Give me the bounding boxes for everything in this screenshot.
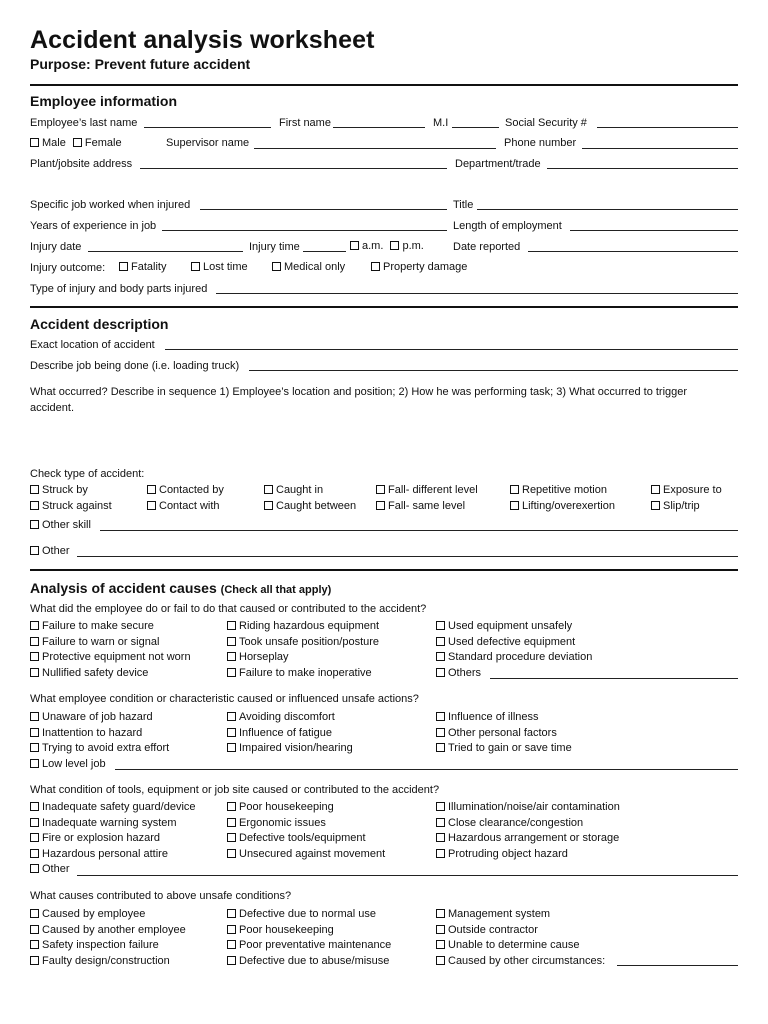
phone-label: Phone number (504, 137, 577, 149)
first-name-label: First name (279, 117, 331, 129)
am-checkbox[interactable] (350, 241, 359, 250)
checkbox[interactable] (436, 712, 445, 721)
accident-type-option[interactable] (510, 499, 615, 515)
checkbox[interactable] (227, 802, 236, 811)
plant-field[interactable] (140, 168, 447, 169)
checkbox[interactable] (30, 909, 39, 918)
checkbox[interactable] (436, 956, 445, 965)
checkbox[interactable] (227, 956, 236, 965)
years-label: Years of experience in job (30, 220, 157, 232)
cause-option[interactable] (436, 816, 620, 832)
option-label: Failure to warn or signal (42, 635, 160, 648)
cause-option[interactable] (30, 635, 191, 651)
length-field[interactable] (570, 230, 738, 231)
checkbox[interactable] (227, 925, 236, 934)
cause-option[interactable] (227, 938, 391, 954)
checkbox[interactable] (227, 818, 236, 827)
accident-type-option[interactable] (264, 483, 356, 499)
fatality-label: Fatality (131, 261, 167, 273)
specific-job-field[interactable] (200, 209, 447, 210)
gender-group (30, 137, 122, 149)
option-label: Used defective equipment (448, 635, 576, 648)
what-occurred-label-cont: accident. (30, 402, 75, 414)
male-checkbox[interactable] (30, 138, 39, 147)
outcome-fatality (119, 261, 166, 273)
checkbox[interactable] (30, 925, 39, 934)
accident-type-option[interactable] (30, 499, 112, 515)
cause-option[interactable] (227, 666, 379, 682)
checkbox[interactable] (436, 743, 445, 752)
other-skill-label: Other skill (42, 519, 91, 531)
cause-option[interactable] (227, 816, 385, 832)
checkbox[interactable] (227, 940, 236, 949)
injury-date-field[interactable] (88, 251, 243, 252)
female-checkbox[interactable] (73, 138, 82, 147)
cause-option[interactable] (227, 800, 385, 816)
cause-option[interactable] (436, 907, 605, 923)
checkbox[interactable] (30, 668, 39, 677)
option-label: Defective due to abuse/misuse (239, 954, 390, 967)
accident-type-col-1 (30, 483, 112, 514)
injury-type-field[interactable] (216, 293, 738, 294)
other-type-option (30, 545, 70, 557)
checkbox[interactable] (436, 728, 445, 737)
option-label: Took unsafe position/posture (239, 635, 380, 648)
accident-type-col-4 (376, 483, 478, 514)
option-label: Management system (448, 908, 551, 920)
option-label: Contact with (159, 499, 220, 512)
checkbox[interactable] (376, 485, 385, 494)
section-analysis-heading (30, 580, 331, 596)
checkbox[interactable] (30, 728, 39, 737)
option-label: Failure to make secure (42, 620, 154, 632)
option-label: Inadequate warning system (42, 816, 177, 829)
question-2: What employee condition or characteristic caused or influenced unsafe actions? (30, 693, 419, 705)
accident-type-option[interactable] (651, 483, 722, 499)
other-skill-checkbox[interactable] (30, 520, 39, 529)
option-label: Caught between (276, 499, 357, 512)
cause-option[interactable] (227, 741, 353, 757)
cause-option[interactable] (436, 726, 572, 742)
accident-type-option[interactable] (30, 483, 112, 499)
job-done-field[interactable] (249, 370, 738, 371)
cause-option[interactable] (30, 666, 191, 682)
checkbox[interactable] (436, 802, 445, 811)
option-label: Lifting/overexertion (522, 499, 615, 512)
option-label: Illumination/noise/air contamination (448, 801, 620, 813)
option-label: Fall- different level (388, 484, 478, 496)
option-label: Hazardous personal attire (42, 847, 168, 860)
option-label: Outside contractor (448, 923, 538, 936)
checkbox[interactable] (227, 712, 236, 721)
option-label: Others (448, 666, 482, 679)
cause-option[interactable] (30, 619, 191, 635)
option-label: Caused by employee (42, 908, 146, 920)
last-name-label: Employee’s last name (30, 117, 138, 129)
q3-other-field[interactable] (77, 875, 738, 876)
cause-option[interactable] (30, 816, 196, 832)
checkbox[interactable] (147, 485, 156, 494)
option-label: Caused by other circumstances: (448, 954, 606, 967)
option-label: Struck against (42, 499, 112, 512)
location-label: Exact location of accident (30, 339, 155, 351)
q3-col-3 (436, 800, 620, 862)
cause-option[interactable] (436, 741, 572, 757)
checkbox[interactable] (436, 849, 445, 858)
option-label: Safety inspection failure (42, 939, 159, 951)
option-label: Horseplay (239, 651, 289, 663)
lost-time-checkbox[interactable] (191, 262, 200, 271)
title-field[interactable] (477, 209, 738, 210)
option-label: Unsecured against movement (239, 847, 386, 860)
checkbox[interactable] (436, 637, 445, 646)
analysis-heading-text: Analysis of accident causes (30, 580, 217, 596)
lost-time-label: Lost time (203, 261, 248, 273)
option-label: Protective equipment not worn (42, 651, 191, 663)
q4-other-circumstances-field[interactable] (617, 965, 738, 966)
property-damage-label: Property damage (383, 261, 468, 273)
injury-time-field[interactable] (303, 251, 346, 252)
checkbox[interactable] (227, 728, 236, 737)
cause-option[interactable] (30, 847, 196, 863)
checkbox[interactable] (227, 833, 236, 842)
checkbox[interactable] (30, 956, 39, 965)
accident-type-col-5 (510, 483, 615, 514)
cause-option[interactable] (30, 923, 186, 939)
option-label: Struck by (42, 484, 88, 496)
checkbox[interactable] (30, 652, 39, 661)
checkbox[interactable] (227, 668, 236, 677)
what-occurred-label: What occurred? Describe in sequence 1) Employee’s location and position; 2) How he was performing task; 3) What occurred to trigger (30, 386, 688, 398)
other-type-label: Other (42, 545, 70, 557)
option-label: Poor preventative maintenance (239, 939, 392, 951)
cause-option[interactable] (30, 726, 169, 742)
title-label: Title (453, 199, 474, 211)
cause-option[interactable] (30, 907, 186, 923)
supervisor-label: Supervisor name (166, 137, 250, 149)
specific-job-label: Specific job worked when injured (30, 199, 191, 211)
question-4: What causes contributed to above unsafe conditions? (30, 890, 292, 902)
checkbox[interactable] (30, 712, 39, 721)
cause-option[interactable] (227, 954, 391, 970)
cause-option[interactable] (436, 938, 605, 954)
checkbox[interactable] (436, 925, 445, 934)
option-label: Protruding object hazard (448, 847, 568, 860)
option-label: Exposure to (663, 484, 722, 496)
q3-col-1 (30, 800, 196, 878)
other-skill-option (30, 519, 91, 531)
q2-col-2 (227, 710, 353, 757)
option-label: Tried to gain or save time (448, 742, 572, 754)
q1-col-1 (30, 619, 191, 681)
pm-label: p.m. (402, 240, 424, 252)
checkbox[interactable] (227, 743, 236, 752)
ssn-label: Social Security # (505, 117, 587, 129)
checkbox[interactable] (264, 485, 273, 494)
option-label: Influence of fatigue (239, 726, 332, 739)
accident-type-col-6 (651, 483, 722, 514)
checkbox[interactable] (30, 849, 39, 858)
q1-others-field[interactable] (490, 678, 738, 679)
accident-type-option[interactable] (376, 483, 478, 499)
section-divider (30, 84, 738, 86)
page-title: Accident analysis worksheet (30, 26, 375, 54)
option-label: Ergonomic issues (239, 816, 326, 829)
page-subtitle: Purpose: Prevent future accident (30, 56, 251, 72)
option-label: Repetitive motion (522, 484, 607, 496)
option-label: Other (42, 863, 70, 875)
cause-option[interactable] (436, 619, 592, 635)
cause-option[interactable] (436, 923, 605, 939)
checkbox[interactable] (227, 849, 236, 858)
injury-date-label: Injury date (30, 241, 82, 253)
cause-option[interactable] (227, 923, 391, 939)
outcome-medical (272, 261, 345, 273)
checkbox[interactable] (227, 652, 236, 661)
option-label: Defective due to normal use (239, 908, 376, 920)
other-type-field[interactable] (77, 556, 738, 557)
q3-col-2 (227, 800, 385, 862)
outcome-property (371, 261, 467, 273)
q2-col-1 (30, 710, 169, 772)
checkbox[interactable] (436, 940, 445, 949)
fatality-checkbox[interactable] (119, 262, 128, 271)
checkbox[interactable] (227, 909, 236, 918)
date-reported-field[interactable] (528, 251, 738, 252)
cause-option[interactable] (227, 831, 385, 847)
outcome-label: Injury outcome: (30, 262, 106, 274)
option-label: Inattention to hazard (42, 726, 143, 739)
option-label: Other personal factors (448, 726, 557, 739)
other-type-checkbox[interactable] (30, 546, 39, 555)
accident-type-option[interactable] (651, 499, 722, 515)
years-field[interactable] (162, 230, 447, 231)
option-label: Contacted by (159, 484, 224, 496)
cause-option[interactable] (436, 831, 620, 847)
injury-time-label: Injury time (249, 241, 300, 253)
q4-col-1 (30, 907, 186, 969)
q4-col-3 (436, 907, 605, 969)
option-label: Fall- same level (388, 499, 466, 512)
length-label: Length of employment (453, 220, 562, 232)
checkbox[interactable] (436, 652, 445, 661)
option-label: Unable to determine cause (448, 939, 580, 951)
outcome-lost-time (191, 261, 248, 273)
job-done-label: Describe job being done (i.e. loading truck) (30, 360, 240, 372)
checkbox[interactable] (30, 833, 39, 842)
option-label: Slip/trip (663, 499, 700, 512)
section-divider (30, 569, 738, 571)
option-label: Poor housekeeping (239, 801, 334, 813)
accident-type-option[interactable] (264, 499, 356, 515)
option-label: Inadequate safety guard/device (42, 801, 196, 813)
what-occurred-field[interactable] (30, 415, 738, 465)
option-label: Low level job (42, 757, 106, 770)
cause-option[interactable] (227, 619, 379, 635)
checkbox[interactable] (436, 909, 445, 918)
checkbox[interactable] (30, 637, 39, 646)
option-label: Impaired vision/hearing (239, 742, 353, 754)
cause-option[interactable] (227, 635, 379, 651)
female-label: Female (84, 137, 122, 149)
location-field[interactable] (165, 349, 738, 350)
cause-option[interactable] (436, 650, 592, 666)
analysis-heading-note: (Check all that apply) (220, 584, 332, 596)
q1-col-3 (436, 619, 592, 681)
option-label: Nullified safety device (42, 666, 149, 679)
cause-option[interactable] (436, 847, 620, 863)
am-label: a.m. (362, 240, 384, 252)
phone-field[interactable] (582, 148, 738, 149)
department-label: Department/trade (455, 158, 541, 170)
accident-type-option[interactable] (376, 499, 478, 515)
medical-only-label: Medical only (284, 261, 346, 273)
checkbox[interactable] (30, 802, 39, 811)
option-label: Riding hazardous equipment (239, 620, 380, 632)
option-label: Standard procedure deviation (448, 651, 593, 663)
option-label: Trying to avoid extra effort (42, 742, 170, 754)
q4-col-2 (227, 907, 391, 969)
cause-option[interactable] (30, 650, 191, 666)
checkbox[interactable] (30, 940, 39, 949)
cause-option[interactable] (30, 938, 186, 954)
q2-low-level-field[interactable] (115, 769, 738, 770)
checkbox[interactable] (30, 743, 39, 752)
first-name-field[interactable] (333, 127, 425, 128)
cause-option[interactable] (30, 741, 169, 757)
checkbox[interactable] (651, 501, 660, 510)
accident-type-col-3 (264, 483, 356, 514)
check-type-label: Check type of accident: (30, 468, 145, 480)
section-divider (30, 306, 738, 308)
cause-option[interactable] (436, 710, 572, 726)
section-employee-heading: Employee information (30, 93, 178, 109)
q1-col-2 (227, 619, 379, 681)
checkbox[interactable] (264, 501, 273, 510)
checkbox[interactable] (147, 501, 156, 510)
mi-field[interactable] (452, 127, 499, 128)
checkbox[interactable] (30, 621, 39, 630)
question-3: What condition of tools, equipment or job site caused or contributed to the accident? (30, 784, 440, 796)
option-label: Influence of illness (448, 711, 539, 723)
section-description-heading: Accident description (30, 316, 169, 332)
supervisor-field[interactable] (254, 148, 496, 149)
question-1: What did the employee do or fail to do that caused or contributed to the accident? (30, 603, 427, 615)
checkbox[interactable] (436, 818, 445, 827)
other-skill-field[interactable] (100, 530, 738, 531)
cause-option[interactable] (30, 831, 196, 847)
checkbox[interactable] (30, 485, 39, 494)
checkbox[interactable] (227, 621, 236, 630)
medical-only-checkbox[interactable] (272, 262, 281, 271)
cause-option[interactable] (436, 954, 605, 970)
cause-option[interactable] (227, 710, 353, 726)
department-field[interactable] (547, 168, 738, 169)
option-label: Close clearance/congestion (448, 816, 584, 829)
option-label: Fire or explosion hazard (42, 832, 161, 844)
checkbox[interactable] (651, 485, 660, 494)
cause-option[interactable] (227, 847, 385, 863)
date-reported-label: Date reported (453, 241, 521, 253)
option-label: Caught in (276, 484, 324, 496)
checkbox[interactable] (436, 621, 445, 630)
checkbox[interactable] (436, 668, 445, 677)
checkbox[interactable] (30, 759, 39, 768)
accident-type-col-2 (147, 483, 224, 514)
checkbox[interactable] (30, 818, 39, 827)
option-label: Faulty design/construction (42, 954, 170, 967)
checkbox[interactable] (376, 501, 385, 510)
cause-option[interactable] (227, 726, 353, 742)
pm-checkbox[interactable] (390, 241, 399, 250)
checkbox[interactable] (227, 637, 236, 646)
property-damage-checkbox[interactable] (371, 262, 380, 271)
last-name-field[interactable] (144, 127, 271, 128)
cause-option[interactable] (30, 954, 186, 970)
option-label: Avoiding discomfort (239, 711, 335, 723)
cause-option[interactable] (436, 800, 620, 816)
checkbox[interactable] (510, 485, 519, 494)
male-label: Male (42, 137, 66, 149)
checkbox[interactable] (436, 833, 445, 842)
option-label: Caused by another employee (42, 923, 186, 936)
option-label: Hazardous arrangement or storage (448, 832, 620, 844)
option-label: Poor housekeeping (239, 923, 334, 936)
accident-type-option[interactable] (147, 483, 224, 499)
accident-type-option[interactable] (147, 499, 224, 515)
option-label: Unaware of job hazard (42, 711, 153, 723)
q2-col-3 (436, 710, 572, 757)
checkbox[interactable] (30, 864, 39, 873)
injury-type-label: Type of injury and body parts injured (30, 283, 208, 295)
plant-label: Plant/jobsite address (30, 158, 133, 170)
accident-type-option[interactable] (510, 483, 615, 499)
option-label: Used equipment unsafely (448, 620, 573, 632)
cause-option[interactable] (30, 800, 196, 816)
checkbox[interactable] (510, 501, 519, 510)
checkbox[interactable] (30, 501, 39, 510)
cause-option[interactable] (227, 907, 391, 923)
cause-option[interactable] (30, 710, 169, 726)
cause-option[interactable] (436, 635, 592, 651)
option-label: Failure to make inoperative (239, 666, 372, 679)
mi-label: M.I (433, 117, 449, 129)
option-label: Defective tools/equipment (239, 832, 366, 844)
ssn-field[interactable] (597, 127, 738, 128)
time-period-group (350, 240, 424, 252)
cause-option[interactable] (227, 650, 379, 666)
